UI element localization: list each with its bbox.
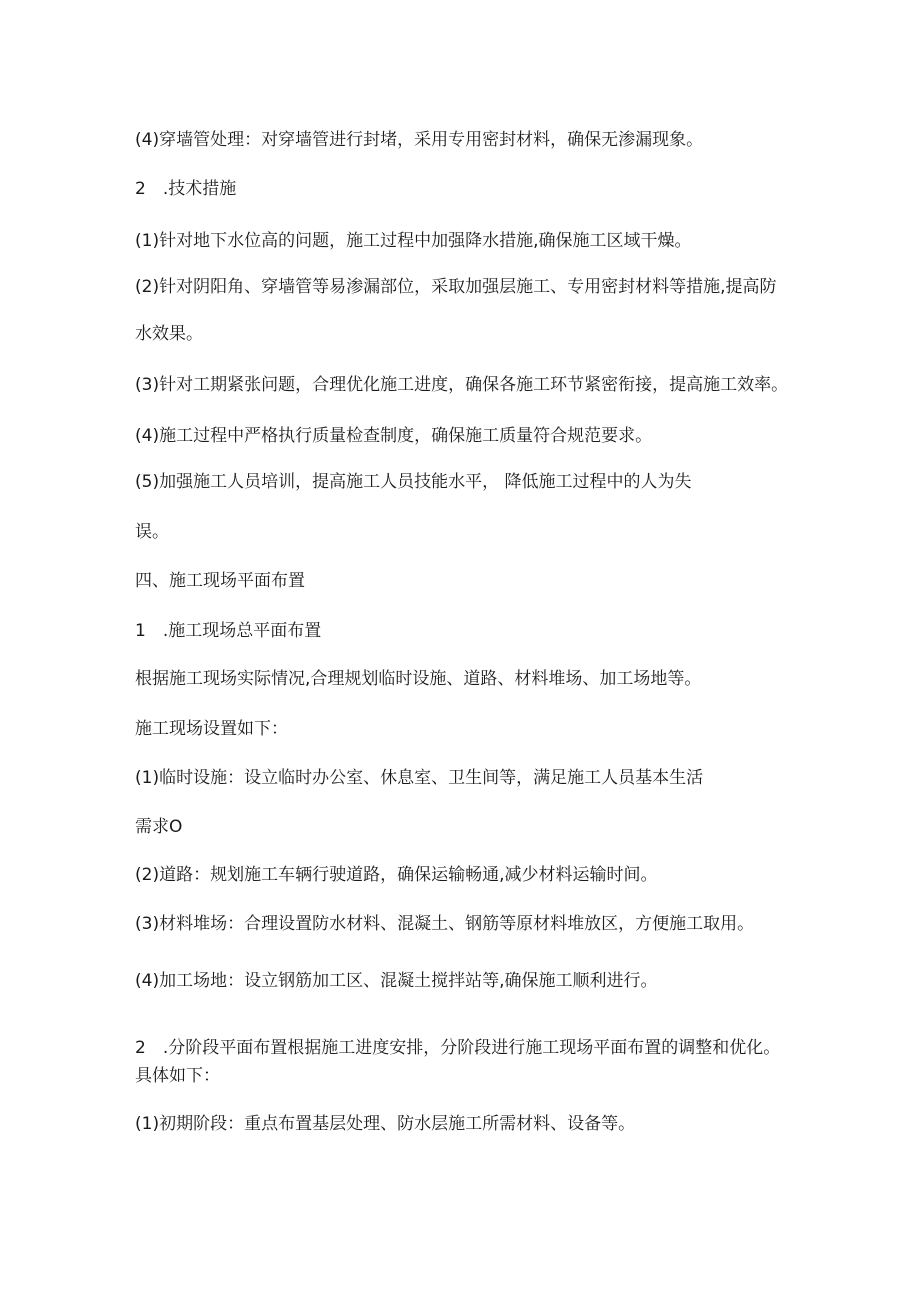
- text-line-leak-prone-areas: (2)针对阴阳角、穿墙管等易渗漏部位，采取加强层施工、专用密封材料等措施,提高防: [135, 277, 777, 297]
- text-line-processing-area: (4)加工场地：设立钢筋加工区、混凝土搅拌站等,确保施工顺利进行。: [135, 971, 658, 991]
- text-line-roads: (2)道路：规划施工车辆行驶道路，确保运输畅通,减少材料运输时间。: [135, 865, 658, 885]
- text-line-leak-prone-areas-cont: 水效果。: [135, 324, 203, 344]
- text-line-pipe-sealing: (4)穿墙管处理：对穿墙管进行封堵，采用专用密封材料，确保无渗漏现象。: [135, 130, 704, 150]
- text-line-training: (5)加强施工人员培训，提高施工人员技能水平， 降低施工过程中的人为失: [135, 472, 692, 492]
- text-line-temp-facilities-cont: 需求O: [135, 817, 183, 837]
- text-line-training-cont: 误。: [135, 522, 169, 542]
- heading-technical-measures: 2 .技术措施: [135, 179, 237, 199]
- heading-site-layout: 四、施工现场平面布置: [135, 571, 305, 591]
- text-line-temp-facilities: (1)临时设施：设立临时办公室、休息室、卫生间等，满足施工人员基本生活: [135, 768, 704, 788]
- heading-phased-layout: 2 .分阶段平面布置根据施工进度安排，分阶段进行施工现场平面布置的调整和优化。: [135, 1038, 781, 1058]
- text-line-quality-check: (4)施工过程中严格执行质量检查制度，确保施工质量符合规范要求。: [135, 426, 653, 446]
- text-line-site-setup: 施工现场设置如下：: [135, 719, 288, 739]
- text-line-material-yard: (3)材料堆场：合理设置防水材料、混凝土、钢筋等原材料堆放区，方便施工取用。: [135, 914, 755, 934]
- heading-general-layout: 1 .施工现场总平面布置: [135, 621, 322, 641]
- text-line-schedule: (3)针对工期紧张问题，合理优化施工进度，确保各施工环节紧密衔接，提高施工效率。: [135, 375, 789, 395]
- text-line-groundwater: (1)针对地下水位高的问题，施工过程中加强降水措施,确保施工区域干燥。: [135, 231, 692, 251]
- text-line-initial-phase: (1)初期阶段：重点布置基层处理、防水层施工所需材料、设备等。: [135, 1114, 636, 1134]
- text-line-details: 具体如下：: [135, 1066, 220, 1086]
- text-line-site-planning: 根据施工现场实际情况,合理规划临时设施、道路、材料堆场、加工场地等。: [135, 669, 702, 689]
